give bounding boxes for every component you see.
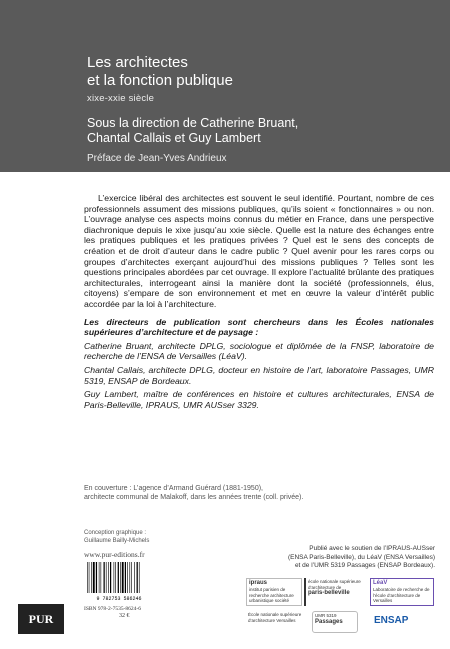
author-bruant: Catherine Bruant, architecte DPLG, sociologue et diplômée de la FNSP, laboratoire de recherche de l’ENSA de Versailles (LéaV). (84, 340, 434, 362)
authors-intro: Les directeurs de publication sont chercheurs dans les Écoles nationales supérieures d’architecture et de paysage : (84, 316, 434, 338)
design-credit-name: Guillaume Bailly-Michels (84, 538, 150, 544)
ensap-logo (372, 611, 434, 633)
editors (87, 116, 432, 146)
barcode-bar (137, 562, 138, 593)
funding-line-2: (ENSA Paris-Belleville), du LéaV (ENSA Versailles) (287, 553, 435, 561)
design-credit (84, 529, 149, 545)
barcode-bar (115, 562, 116, 593)
price: 32 € (119, 613, 130, 619)
barcode-bar (89, 562, 90, 593)
publisher-url[interactable]: www.pur-editions.fr (84, 550, 145, 559)
barcode-bar (139, 562, 140, 593)
barcode-bar (87, 562, 88, 593)
book-subtitle: xixe-xxie siècle (87, 93, 155, 104)
barcode-bar (101, 562, 102, 593)
design-credit-label: Conception graphique : (84, 530, 147, 536)
editors-line-1: Sous la direction de Catherine Bruant, (87, 116, 299, 130)
barcode-bar (120, 562, 121, 593)
versailles-logo (246, 611, 304, 633)
barcode (84, 561, 154, 601)
barcode-bar (125, 562, 126, 593)
publisher-logo: PUR (18, 604, 64, 634)
book-title (87, 54, 432, 90)
header-band (0, 0, 450, 172)
paris-belleville-line-2: d’architecture de (308, 584, 342, 590)
title-line-1: Les architectes (87, 54, 188, 71)
barcode-digits: 9 782753 586246 (96, 596, 142, 601)
ipraus-description: institut parisien de recherche architecture urbanistique société (249, 587, 294, 603)
barcode-bar (110, 562, 111, 593)
barcode-bar (129, 562, 130, 593)
cover-credit-line-2: architecte communal de Malakoff, dans les années trente (coll. privée). (84, 494, 304, 501)
passages-name: Passages (315, 618, 343, 625)
barcode-bar (114, 562, 115, 593)
leav-name: LéaV (373, 580, 388, 586)
barcode-bar (122, 562, 124, 593)
isbn: ISBN 978-2-7535-8624-6 (84, 606, 141, 612)
barcode-bar (96, 562, 97, 593)
ipraus-name: ipraus (249, 580, 268, 586)
funding-line-1: Publié avec le soutien de l’IPRAUS-AUSser (309, 545, 435, 552)
barcode-bar (127, 562, 128, 593)
barcode-bar (106, 562, 107, 593)
header-text (87, 54, 432, 164)
ipraus-logo (246, 578, 302, 606)
barcode-bar (134, 562, 135, 593)
barcode-bar (118, 562, 119, 593)
funding-line-3: et de l’UMR 5319 Passages (ENSAP Bordeaux). (294, 562, 435, 569)
leav-description: Laboratoire de recherche de l’école d’architecture de Versailles (373, 587, 430, 603)
barcode-bars (84, 561, 154, 601)
passages-umr: UMR 5319 (315, 613, 337, 618)
cover-credit-line-1: En couverture : L’agence d’Armand Guérard (1881-1950), (84, 485, 263, 492)
preface-credit: Préface de Jean-Yves Andrieux (87, 153, 227, 164)
funding-note (247, 545, 435, 571)
ensap-name: ENSAP (374, 615, 409, 626)
barcode-bar (131, 562, 132, 593)
leav-logo (370, 578, 434, 606)
editors-line-2: Chantal Callais et Guy Lambert (87, 131, 261, 145)
passages-logo (312, 611, 358, 633)
versailles-name: École nationale supérieure d’architecture Versailles (248, 612, 302, 623)
summary-paragraph: L’exercice libéral des architectes est souvent le seul identifié. Pourtant, nombre de ces professionnels assument des missions publiques, qu’ils soient « fonctionnaires » ou non. L’ouvrage analyse ces aspects moins connus du métier en France, dans une perspective diachronique depuis le xixe jusqu’au xxie siècle. Quelle est la nature des échanges entre les pratiques publiques et les pratiques privées ? Quel est le sens des concepts de création et de droit d’auteur dans le cadre public ? Quel avenir pour les rares corps ou groupes d’architectes exerçant aujourd’hui des missions publiques ? Telles sont les questions principales abordées par cet ouvrage. Il explore l’actualité brûlante des pratiques architecturales, interrogeant ainsi la manière dont la société (professionnels, élus, citoyens) s’empare de son environnement et met en œuvre la valeur d’intérêt public accordée par la loi à l’architecture. (84, 193, 434, 309)
title-line-2: et la fonction publique (87, 72, 233, 89)
back-cover-text (84, 193, 434, 413)
barcode-bar (91, 562, 92, 593)
cover-credit (84, 484, 434, 502)
barcode-bar (108, 562, 109, 593)
authors-block (84, 317, 434, 411)
paris-belleville-logo (304, 578, 368, 606)
barcode-bar (93, 562, 95, 593)
author-lambert: Guy Lambert, maître de conférences en histoire et cultures architecturales, ENSA de Paris-Belleville, IPRAUS, UMR AUSser 3329. (84, 389, 434, 410)
paris-belleville-name: paris-belleville (308, 590, 350, 596)
barcode-bar (104, 562, 105, 593)
author-callais: Chantal Callais, architecte DPLG, docteur en histoire de l’art, laboratoire Passages, UMR 5319, ENSAP de Bordeaux. (84, 364, 434, 386)
paris-belleville-line-1: école nationale supérieure (308, 579, 361, 584)
barcode-bar (99, 562, 100, 593)
